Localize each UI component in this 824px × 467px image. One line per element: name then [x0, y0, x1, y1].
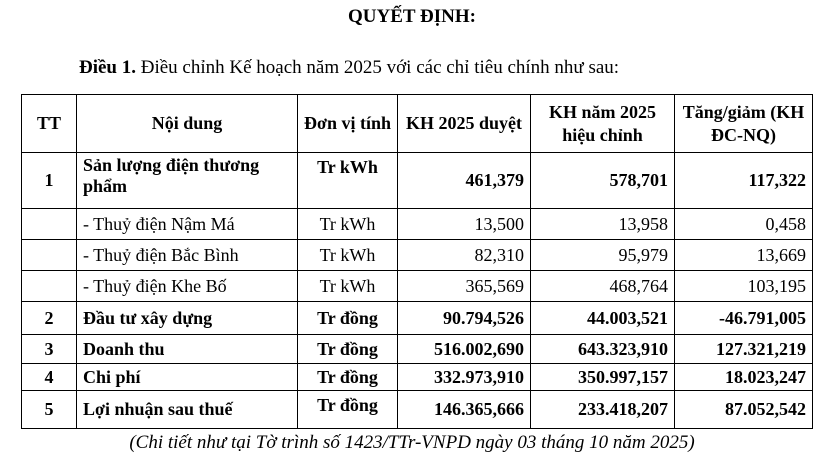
cell-tt — [22, 271, 77, 302]
cell-diff: 87.052,542 — [675, 391, 813, 429]
cell-kh: 365,569 — [398, 271, 531, 302]
cell-unit: Tr đồng — [298, 335, 398, 364]
cell-kh: 516.002,690 — [398, 335, 531, 364]
cell-content: Lợi nhuận sau thuế — [77, 391, 298, 429]
cell-unit: Tr đồng — [298, 391, 398, 429]
cell-unit: Tr kWh — [298, 209, 398, 240]
cell-kh: 332.973,910 — [398, 364, 531, 391]
cell-hc: 350.997,157 — [531, 364, 675, 391]
cell-tt: 1 — [22, 153, 77, 209]
cell-tt: 2 — [22, 302, 77, 335]
cell-content: - Thuỷ điện Nậm Má — [77, 209, 298, 240]
cell-diff: 103,195 — [675, 271, 813, 302]
cell-content: Đầu tư xây dựng — [77, 302, 298, 335]
cell-tt: 3 — [22, 335, 77, 364]
cell-kh: 461,379 — [398, 153, 531, 209]
header-unit: Đơn vị tính — [298, 95, 398, 153]
table-header-row — [22, 95, 813, 153]
cell-hc: 468,764 — [531, 271, 675, 302]
cell-diff: 18.023,247 — [675, 364, 813, 391]
cell-tt — [22, 240, 77, 271]
cell-hc: 95,979 — [531, 240, 675, 271]
cell-kh: 82,310 — [398, 240, 531, 271]
cell-tt: 4 — [22, 364, 77, 391]
reference-note: (Chi tiết như tại Tờ trình số 1423/TTr-VNPD ngày 03 tháng 10 năm 2025) — [129, 432, 695, 453]
document-heading: QUYẾT ĐỊNH: — [348, 6, 476, 27]
plan-table — [21, 94, 813, 429]
header-tt: TT — [22, 95, 77, 153]
cell-hc: 13,958 — [531, 209, 675, 240]
article-text: Điều chỉnh Kế hoạch năm 2025 với các chỉ tiêu chính như sau: — [136, 57, 620, 78]
cell-tt: 5 — [22, 391, 77, 429]
cell-unit: Tr kWh — [298, 153, 398, 209]
table-row — [22, 364, 813, 391]
header-kh-2025: KH 2025 duyệt — [398, 95, 531, 153]
cell-hc: 578,701 — [531, 153, 675, 209]
cell-hc: 233.418,207 — [531, 391, 675, 429]
cell-diff: -46.791,005 — [675, 302, 813, 335]
cell-diff: 117,322 — [675, 153, 813, 209]
cell-content: Sản lượng điện thương phẩm — [77, 153, 298, 209]
table-row — [22, 335, 813, 364]
cell-diff: 0,458 — [675, 209, 813, 240]
cell-content: - Thuỷ điện Khe Bố — [77, 271, 298, 302]
cell-unit: Tr kWh — [298, 240, 398, 271]
article-label: Điều 1. — [79, 57, 136, 78]
table-row — [22, 209, 813, 240]
table-row — [22, 153, 813, 209]
table-row — [22, 391, 813, 429]
cell-kh: 90.794,526 — [398, 302, 531, 335]
cell-content: - Thuỷ điện Bắc Bình — [77, 240, 298, 271]
cell-content: Doanh thu — [77, 335, 298, 364]
cell-kh: 13,500 — [398, 209, 531, 240]
table-row — [22, 271, 813, 302]
cell-kh: 146.365,666 — [398, 391, 531, 429]
table-row — [22, 240, 813, 271]
header-change: Tăng/giảm (KH ĐC-NQ) — [675, 95, 813, 153]
header-kh-adjusted: KH năm 2025 hiệu chỉnh — [531, 95, 675, 153]
cell-hc: 643.323,910 — [531, 335, 675, 364]
cell-unit: Tr đồng — [298, 364, 398, 391]
cell-diff: 13,669 — [675, 240, 813, 271]
cell-hc: 44.003,521 — [531, 302, 675, 335]
cell-unit: Tr kWh — [298, 271, 398, 302]
cell-diff: 127.321,219 — [675, 335, 813, 364]
table-row — [22, 302, 813, 335]
cell-unit: Tr đồng — [298, 302, 398, 335]
cell-content: Chi phí — [77, 364, 298, 391]
header-content: Nội dung — [77, 95, 298, 153]
cell-tt — [22, 209, 77, 240]
article-line — [79, 57, 619, 79]
